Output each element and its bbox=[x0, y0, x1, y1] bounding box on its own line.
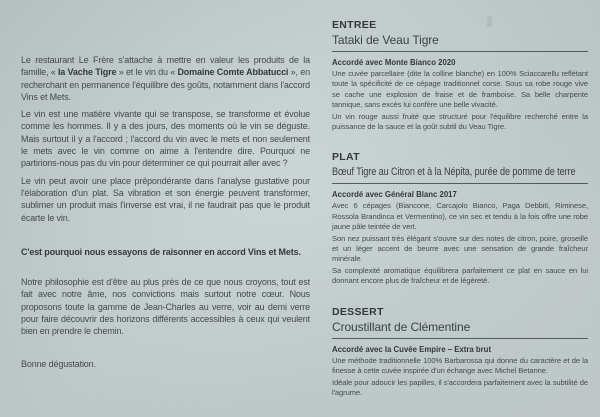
pairing-title-entree: Accordé avec Monte Bianco 2020 bbox=[332, 58, 456, 67]
pairing-description: Sa complexité aromatique équilibrera parfaitement ce plat en sauce en lui donnant encore plus de fraîcheur et de légèreté. bbox=[332, 265, 588, 286]
course-label-entree: ENTREE bbox=[332, 19, 377, 31]
highlight-vache-tigre: la Vache Tigre bbox=[57, 67, 117, 78]
intro-text: », en recherchant en permanence l'équilibre des goûts, notamment dans l'accord Vins et Mets. bbox=[21, 67, 310, 102]
dish-name-dessert: Croustillant de Clémentine bbox=[332, 319, 471, 334]
intro-paragraph-5: Notre philosophie est d'être au plus près de ce que nous croyons, tout est fait avec notre âme, nos convictions mais surtout notre cœur. Nous proposons toute la gamme de Jean-Charles au verre, voir au demi verre pour faire découvrir des horizons différents accessibles à ceux qui veulent bien en prendre le chemin. bbox=[21, 277, 310, 337]
pairing-description: Idéale pour adoucir les papilles, il s'accordera parfaitement avec la subtilité de l'agrume. bbox=[332, 377, 588, 397]
divider-line bbox=[332, 51, 588, 52]
intro-column bbox=[21, 54, 310, 375]
intro-text: Le restaurant Le Frère s'attache à mettre en valeur les produits de la famille, « bbox=[21, 55, 310, 78]
course-label-plat: PLAT bbox=[332, 151, 360, 164]
pairing-description: Son nez puissant très élégant s'ouvre sur des notes de citron, poire, groseille et un léger accent de beurre avec une sensation de grande fraîcheur minérale. bbox=[332, 233, 588, 264]
pairing-description: Une cuvée parcellaire (dite la colline blanche) en 100% Sciaccarellu reflétant toute la spécificité de ce cépage traditionnel corse. Sous sa robe rouge vive se cache une explosion de fraise et de framboise. Sa belle charpente tannique, sans excès lui confère une belle vivacité. bbox=[332, 69, 588, 110]
menu-section-plat bbox=[332, 151, 588, 286]
menu-section-entree bbox=[332, 19, 588, 132]
divider-line bbox=[332, 183, 588, 184]
divider-line bbox=[332, 338, 588, 339]
intro-paragraph-3: Le vin peut avoir une place prépondérante dans l'analyse gustative pour l'élaboration d'un plat. Sa vibration et son énergie peuvent transformer, sublimer un produit mais l'inverse est vrai, il ne faudrait pas que le produit écarte le vin. bbox=[21, 175, 310, 223]
menu-column bbox=[332, 19, 588, 417]
intro-paragraph-2: Le vin est une matière vivante qui se transpose, se transforme et évolue comme les hommes. Il y a des jours, des moments où le vin se déguste. Mais surtout il y a l'accord ; l'accord du vin avec le mets et non seulement le mets avec le vin comme on aime à l'entendre dire. Pourquoi ne partirions-nous pas du vin pour déterminer ce qui pourrait aller avec ? bbox=[21, 109, 310, 169]
intro-statement-bold: C'est pourquoi nous essayons de raisonner en accord Vins et Mets. bbox=[21, 246, 301, 257]
pairing-description: Un vin rouge aussi fruité que structuré pour l'équilibre recherché entre la puissance de la sauce et la goût subtil du Veau Tigre. bbox=[332, 111, 588, 132]
pairing-title-plat: Accordé avec Général Blanc 2017 bbox=[332, 190, 457, 200]
dish-name-plat: Bœuf Tigre au Citron et à la Népita, purée de pomme de terre bbox=[332, 166, 576, 179]
highlight-domaine-abbatucci: Domaine Comte Abbatucci bbox=[177, 67, 289, 78]
course-label-dessert: DESSERT bbox=[332, 305, 384, 318]
intro-paragraph-1 bbox=[21, 54, 310, 103]
dish-name-entree: Tataki de Veau Tigre bbox=[332, 33, 439, 47]
pairing-description: Une méthode traditionnelle 100% Barbarossa qui donne du caractère et de la finesse à cette cuvée inspirée d'un échange avec Michel Betanne. bbox=[332, 355, 588, 376]
menu-section-dessert bbox=[332, 306, 588, 399]
intro-text: » et le vin du « bbox=[116, 67, 178, 78]
pairing-title-dessert: Accordé avec la Cuvée Empire – Extra brut bbox=[332, 344, 492, 354]
closing-line: Bonne dégustation. bbox=[21, 358, 96, 369]
pairing-description: Avec 6 cépages (Biancone, Carcajolo Bianco, Paga Debbiti, Riminese, Rossola Brandinca et Vermentino), ce vin sec et tendu à la fois offre une robe jaune pâle teintée de vert. bbox=[332, 201, 588, 232]
